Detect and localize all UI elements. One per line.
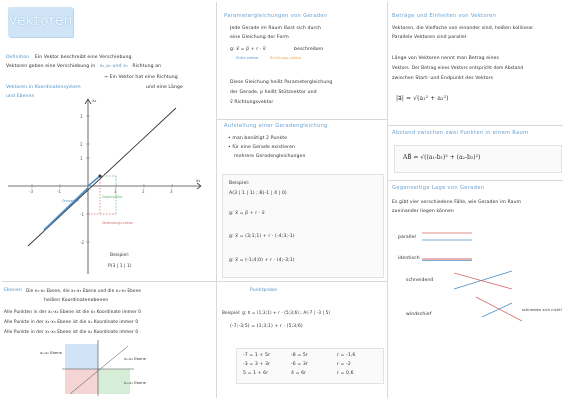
punktprobe-heading: Punktprobe: [250, 288, 278, 293]
lage-item-parallel: parallel: [398, 235, 416, 240]
divider-v-1: [216, 2, 217, 398]
definition-line-4a: Vektoren in Koordinatensystem: [6, 85, 81, 90]
lage-illustrations: [392, 185, 562, 335]
point-p: [99, 175, 102, 178]
ebenen-line-1: Die x₁-x₂ Ebene, die x₂-x₃ Ebene und die x₁-x₃ Ebene: [26, 288, 142, 293]
divider-h-mid-2: [216, 281, 387, 282]
punktprobe-mid-2: -6 = 3r: [291, 362, 308, 367]
param-heading: Parametergleichungen von Geraden: [224, 13, 328, 19]
punktprobe-system-box: [236, 348, 384, 384]
abstand-formula: AB⃗ = √((a₁-b₁)² + (a₂-b₂)²): [403, 154, 481, 161]
svg-text:3: 3: [80, 114, 83, 119]
param-tag-richtung: Richtungs-vektor: [270, 56, 302, 60]
punktprobe-sys-1: -7 = 1 + 5r: [243, 353, 270, 358]
punktprobe-line-2: (-7;-3;5) = (1;3;1) + r · (5;3;6): [230, 324, 303, 329]
punktprobe-res-3: r = 0,6: [337, 371, 354, 376]
lage-line-2: zueinander liegen können: [392, 209, 454, 214]
param-line-1: Jede Gerade im Raum lässt sich durch: [230, 26, 321, 31]
definition-label: Definition: [6, 55, 30, 60]
lage-heading: Gegenseitige Lage von Geraden: [392, 185, 485, 191]
ebenen-line-5: Alle Punkte in der x₁-x₃ Ebene ist die x₂ Koordinate immer 0: [4, 330, 139, 335]
aufstellung-example-box: [222, 174, 384, 278]
ebenen-heading: Ebenen: [4, 288, 22, 293]
divider-v-2: [387, 2, 388, 398]
definition-line-1: Ein Vektor beschreibt eine Verschiebung.: [34, 55, 134, 60]
blue-vector: [44, 188, 88, 230]
tag-verbindungsvektor: Verbindungs-vektor: [102, 221, 134, 225]
betrag-line-3: Länge von Vektoren nennt man Betrag eines: [392, 56, 499, 61]
abstand-heading: Abstand zwischen zwei Punkten in einem Raum: [392, 130, 529, 136]
punktprobe-sys-2: -3 = 3 + 3r: [243, 362, 270, 367]
betrag-line-1: Vektoren, die Vielfache von einander sind, heißen kollinear.: [392, 26, 535, 31]
svg-text:-1: -1: [57, 189, 61, 194]
param-line-5: der Gerade, p heißt Stützvektor und: [230, 90, 317, 95]
param-line-3b: beschreiben: [294, 47, 324, 52]
svg-text:2: 2: [80, 142, 83, 147]
divider-h-right-2: [387, 180, 563, 181]
divider-h-mid-1: [216, 119, 387, 120]
betrag-formula: |a⃗| = √(a₁² + a₂²): [396, 95, 449, 102]
ebenen-label-x1x2: x₁-x₂ Ebene: [40, 350, 63, 355]
svg-text:1: 1: [80, 156, 83, 161]
vector-coordinate-graph: [8, 96, 208, 276]
aufstellung-line-3: mehrere Geradengleichungen: [234, 154, 306, 159]
graph-caption-label: Beispiel:: [110, 253, 130, 258]
tag-gegenvektor: Gegenvektor: [102, 195, 123, 199]
page-title-text: Vektoren: [8, 13, 73, 29]
lage-item-windschief: windschief: [406, 312, 432, 317]
definition-line-2c: Richtung an: [132, 64, 162, 69]
aufstellung-heading: Aufstellung einer Geradengleichung: [224, 123, 328, 129]
abstand-formula-box: [394, 145, 562, 173]
page-title: [8, 7, 73, 37]
param-line-4: Diese Gleichung heißt Parametergleichung: [230, 80, 333, 85]
ebenen-line-2: heißen Koordinatenebenen: [44, 298, 109, 303]
aufstellung-g2: g: x⃗ = (3;1;1) + r · (-4;3;-1): [229, 234, 295, 239]
betrag-heading: Beträge und Einheiten von Vektoren: [392, 13, 497, 19]
ebenen-line-4: Alle Punkte in der x₂-x₃ Ebene ist die x₁ Koordinate immer 0: [4, 320, 139, 325]
param-tag-stuetz: Stütz-vektor: [236, 56, 259, 60]
betrag-line-5: zwischen Start- und Endpunkt des Vektors: [392, 76, 494, 81]
ebenen-line-3: Alle Punkten in der x₁-x₂ Ebene ist die x₃ Koordinate immer 0: [4, 310, 142, 315]
punktprobe-sys-3: 5 = 1 + 6r: [243, 371, 269, 376]
aufstellung-g1: g: x⃗ = p⃗ + r · v⃗: [229, 211, 265, 216]
betrag-line-4: Vektors. Der Betrag eines Vektors entspricht dem Abstand: [392, 66, 524, 71]
svg-text:-2: -2: [80, 240, 84, 245]
aufstellung-line-1: • man benötigt 2 Punkte: [228, 136, 288, 141]
svg-text:3: 3: [170, 189, 173, 194]
plane-x1x2: [65, 344, 98, 369]
param-line-6: v⃗ Richtungsvektor: [230, 100, 274, 105]
punktprobe-mid-3: 4 = 6r: [291, 371, 307, 376]
aufstellung-ex-label: Beispiel:: [229, 181, 250, 186]
param-line-3: g: x⃗ = p⃗ + r · v⃗: [230, 47, 266, 52]
ebenen-diagram: [40, 340, 170, 398]
aufstellung-ex-line: A(3 | 1 | 1) ; B(-1 | 4 | 0): [229, 191, 287, 196]
axis-label-x1: x₁: [196, 179, 201, 184]
definition-line-3: → Ein Vektor hat eine Richtung: [104, 75, 178, 80]
ebenen-label-x1x3: x₁-x₃ Ebene: [124, 380, 147, 385]
lage-line-1: Es gibt vier verschiedene Fälle, wie Geraden im Raum: [392, 200, 522, 205]
svg-text:2: 2: [142, 189, 145, 194]
punktprobe-res-2: r = -2: [337, 362, 351, 367]
definition-line-2a: Vektoren geben eine Verschiebung in: [6, 64, 96, 69]
axis-label-x2: x₂: [92, 99, 97, 104]
aufstellung-g3: g: x⃗ = (-1;4;0) + r · (4;-3;1): [229, 258, 295, 263]
definition-line-4b: und eine Länge: [146, 85, 183, 90]
punktprobe-res-1: r = -1,6: [337, 353, 356, 358]
lage-item-identisch: identisch: [398, 256, 420, 261]
windschief-line-2: [482, 303, 512, 317]
betrag-line-2: Parallele Vektoren sind parallel: [392, 35, 467, 40]
svg-text:1: 1: [114, 189, 117, 194]
definition-line-2b: x₁,x₂ und x₃: [99, 64, 128, 69]
ebenen-label-x2x3: x₂-x₃ Ebene: [124, 356, 147, 361]
aufstellung-line-2: • für eine Gerade existieren: [228, 145, 296, 150]
svg-text:-1: -1: [80, 212, 84, 217]
definition-line-5: und Ebenen: [6, 94, 35, 99]
divider-h-right-1: [387, 125, 563, 126]
tag-ortsvektor: Ortsvektor: [62, 199, 79, 203]
param-line-2: eine Gleichung der Form: [230, 35, 289, 40]
plane-x1x3: [65, 369, 98, 394]
punktprobe-mid-1: -8 = 5r: [291, 353, 308, 358]
divider-h-left: [2, 281, 216, 282]
lage-note: schneiden sich nicht!: [522, 308, 563, 312]
graph-caption-coord: P(3 | 1 | 1): [108, 264, 132, 269]
svg-text:-3: -3: [29, 189, 33, 194]
lage-item-schneidend: schneidend: [406, 278, 434, 283]
punktprobe-example: Beispiel: g: x⃗ = (1;3;1) + r · (5;3;6) ; A(-7 | -3 | 5): [222, 310, 331, 315]
